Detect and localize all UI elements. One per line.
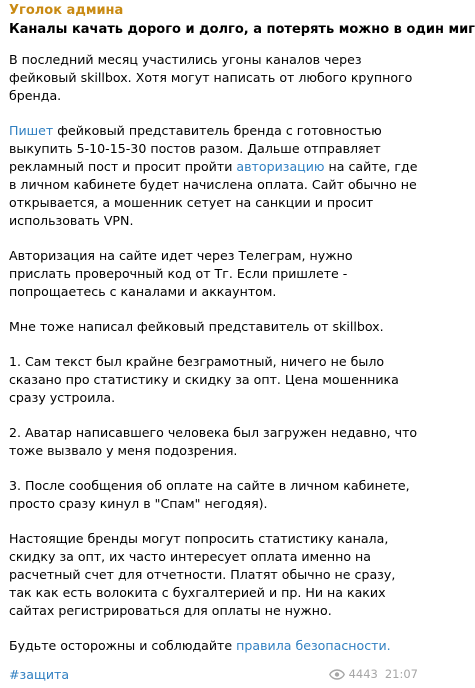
eye-icon (329, 669, 345, 680)
post-paragraph-2-text-1: фейковый представитель бренда с готовностью выкупить 5-10-15-30 постов разом. Дальше отправляет рекламный пост и просит пройти (9, 123, 382, 174)
post-paragraph-8: Настоящие бренды могут попросить статистику канала, скидку за опт, их часто интересует оплата именно на расчетный счет для отчетности. Платят обычно не сразу, так как есть волокита с бухгалтерией и пр. Ни на каких сайтах регистрироваться для оплаты не нужно. (9, 531, 396, 618)
post-paragraph-6: 2. Аватар написавшего человека был загружен недавно, что тоже вызвало у меня подозрения. (9, 425, 418, 458)
link-pishet[interactable]: Пишет (9, 123, 54, 138)
post-body (9, 51, 422, 655)
post-paragraph-2-text-2: на сайте, где в личном кабинете будет начислена оплата. Сайт обычно не открывается, а мошенник сетует на санкции и просит использовать VPN. (9, 159, 418, 228)
post-paragraph-9-text: Будьте осторожны и соблюдайте (9, 638, 237, 653)
post-paragraph-9 (9, 637, 422, 655)
link-safety-rules[interactable]: правила безопасности. (236, 638, 391, 653)
post-time: 21:07 (384, 667, 418, 681)
link-authorization[interactable]: авторизацию (236, 159, 325, 174)
post-footer (9, 665, 418, 683)
channel-name[interactable]: Уголок админа (9, 3, 124, 18)
post-paragraph-1: В последний месяц участились угоны каналов через фейковый skillbox. Хотя могут написать от любого крупного бренда. (9, 52, 413, 103)
post-title: Каналы качать дорого и долго, а потерять можно в один миг (9, 22, 475, 37)
post-meta (329, 667, 418, 681)
view-count: 4443 (348, 667, 378, 681)
post-paragraph-7: 3. После сообщения об оплате на сайте в личном кабинете, просто сразу кинул в "Спам" негодяя). (9, 478, 410, 511)
post-paragraph-4: Мне тоже написал фейковый представитель от skillbox. (9, 319, 384, 334)
post-paragraph-5: 1. Сам текст был крайне безграмотный, ничего не было сказано про статистику и скидку за опт. Цена мошенника сразу устроила. (9, 354, 399, 405)
post-paragraph-2 (9, 122, 422, 230)
hashtag-link[interactable]: #защита (9, 666, 70, 682)
post-paragraph-3: Авторизация на сайте идет через Телеграм, нужно прислать проверочный код от Тг. Если пришлете - попрощаетесь с каналами и аккаунтом. (9, 248, 353, 299)
